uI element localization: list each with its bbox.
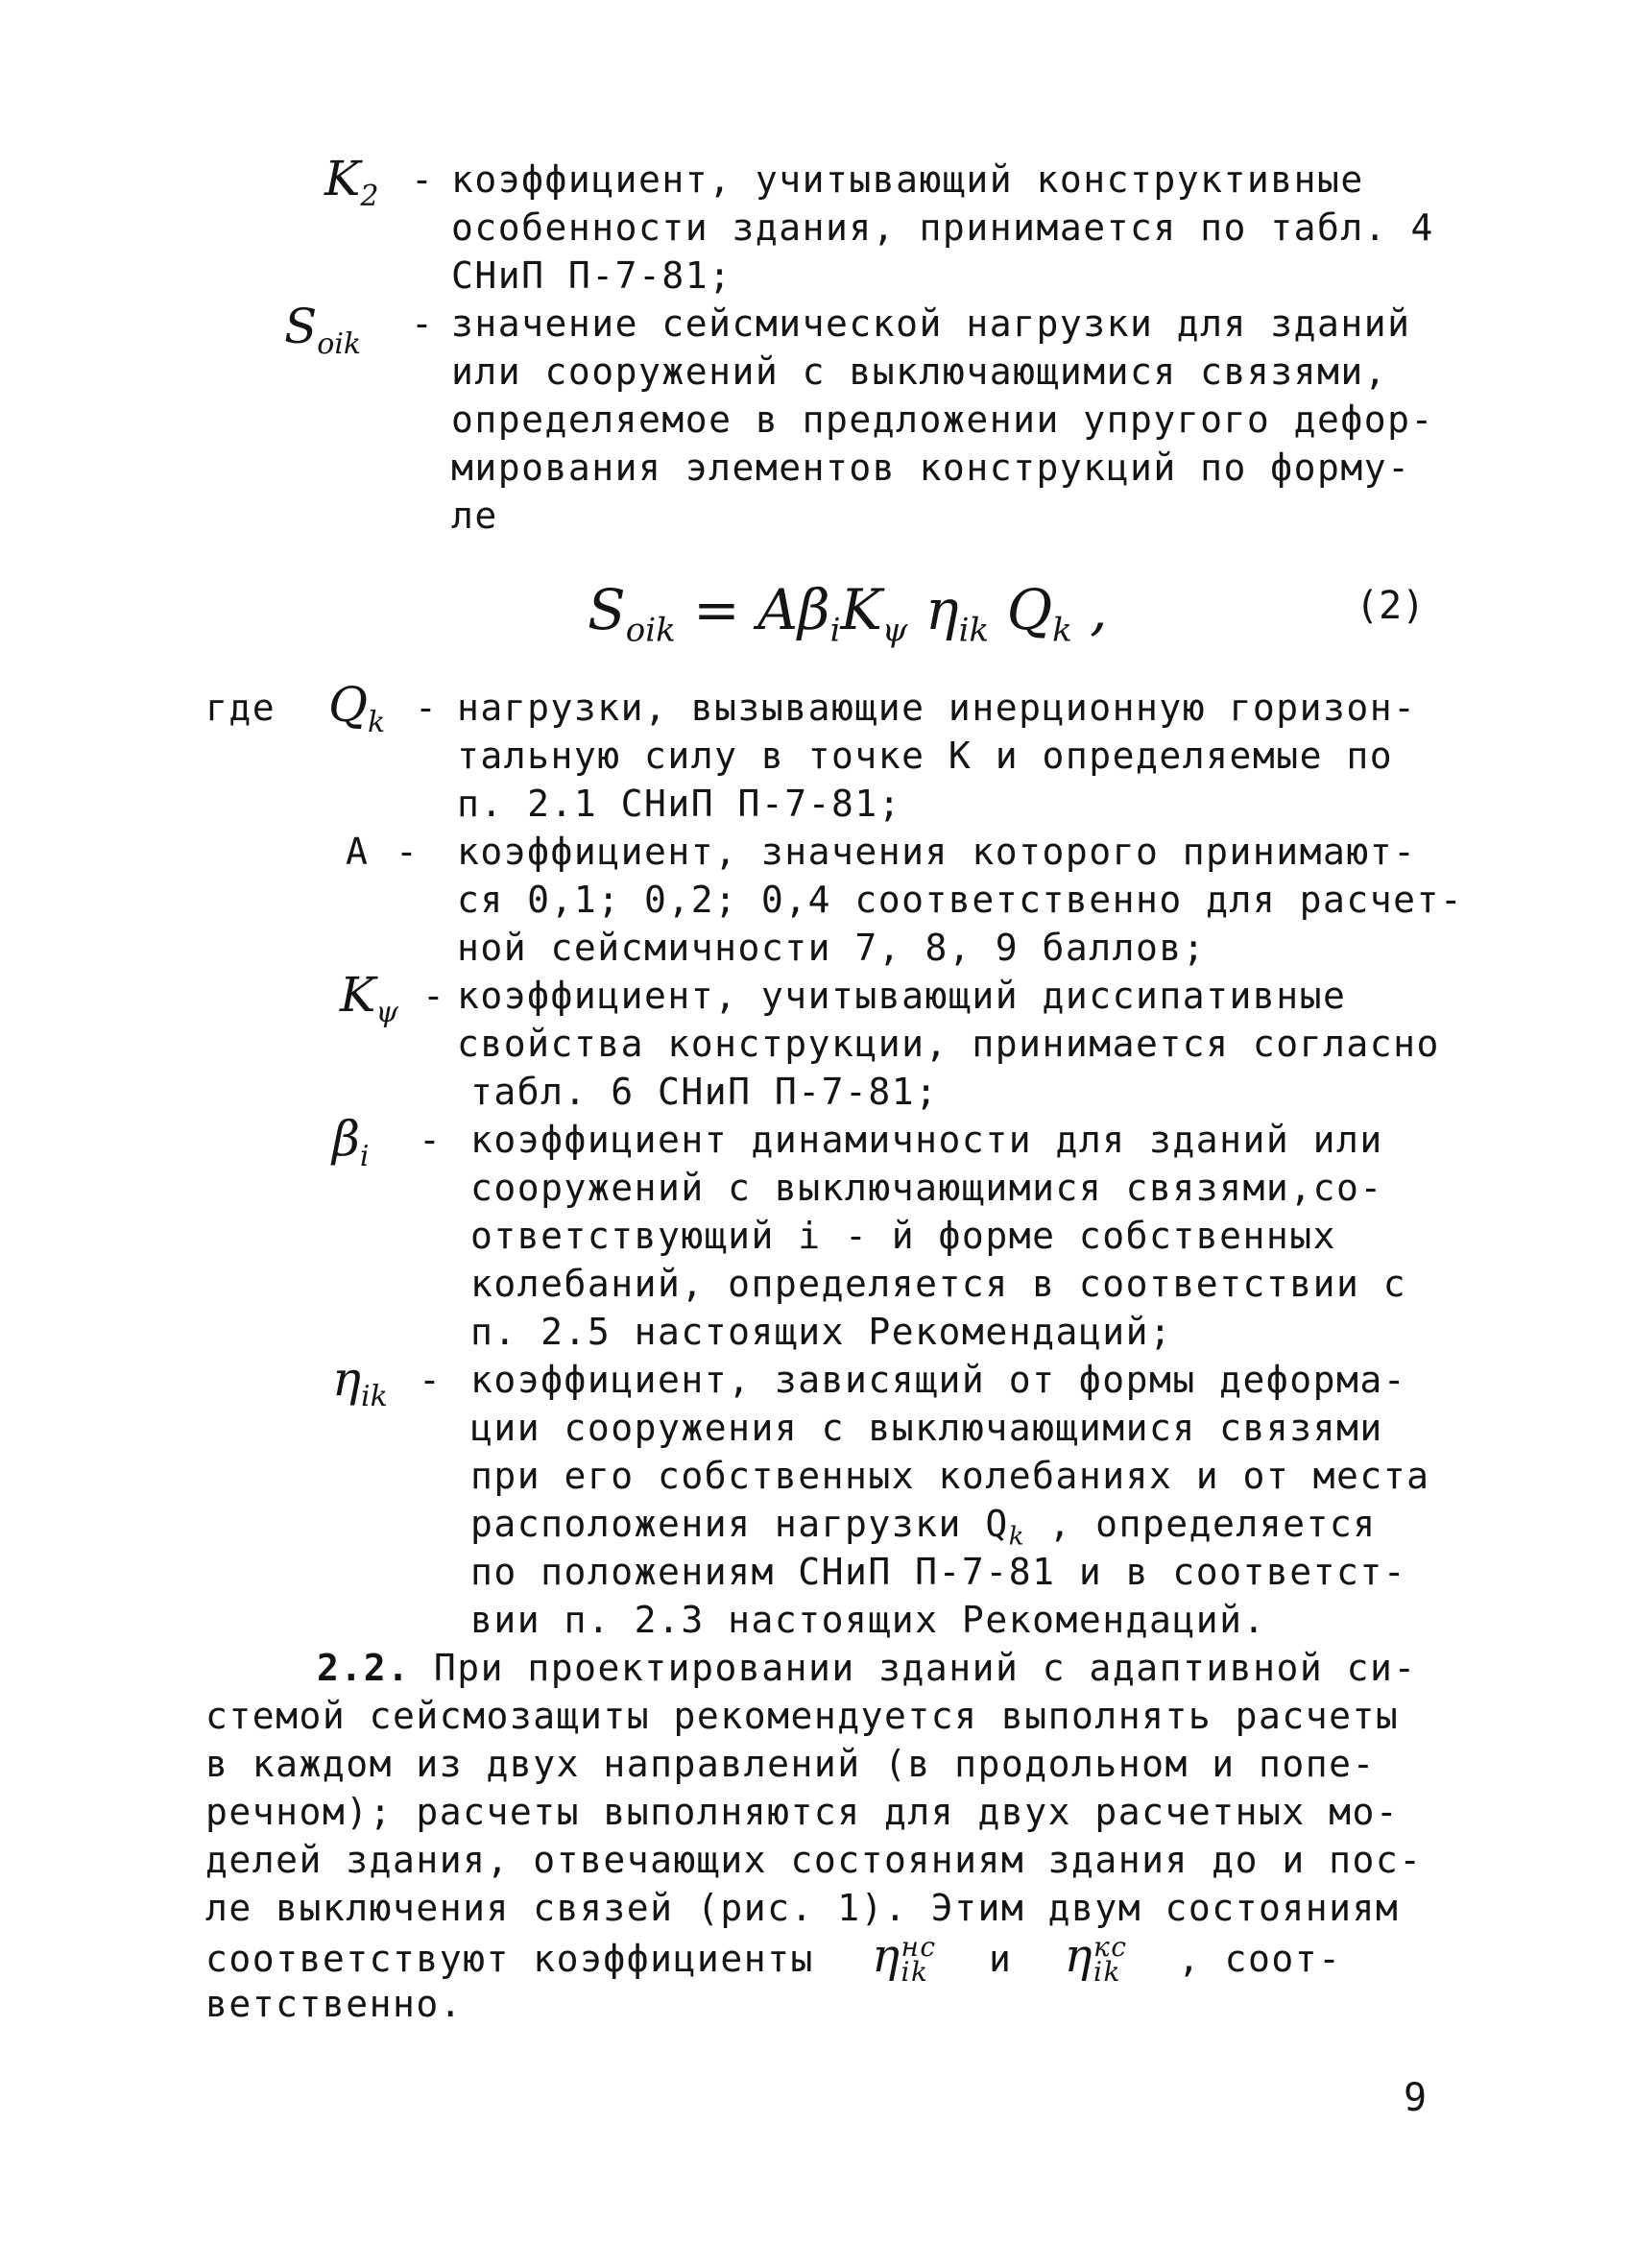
def-k2-line-1: коэффициент, учитывающий конструктивные bbox=[451, 158, 1364, 201]
definition-dash: - bbox=[411, 302, 433, 345]
def-a-line-1: коэффициент, значения которого принимают- bbox=[457, 831, 1417, 873]
def-beta-line-3: ответствующий i - й форме собственных bbox=[470, 1215, 1336, 1257]
def-k2-line-2: особенности здания, принимается по табл. 4 bbox=[451, 206, 1434, 249]
def-beta-line-5: п. 2.5 настоящих Рекомендаций; bbox=[470, 1311, 1173, 1353]
paragraph-line-7: соответствуют коэффициенты ηнс ik и ηкс ik , соот- bbox=[205, 1929, 1342, 1988]
def-qk-line-2: тальную силу в точке К и определяемые по bbox=[457, 735, 1394, 777]
coefficient-eta-kc: ηкс ik bbox=[1064, 1929, 1128, 1988]
def-eta-line-3: при его собственных колебаниях и от места bbox=[470, 1455, 1430, 1497]
def-kpsi-line-3: табл. 6 СНиП П-7-81; bbox=[470, 1071, 939, 1113]
def-soik-line-3: определяемое в предложении упругого дефор- bbox=[451, 398, 1434, 441]
def-eta-line-6: вии п. 2.3 настоящих Рекомендаций. bbox=[470, 1599, 1266, 1641]
def-beta-line-2: сооружений с выключающимися связями,со- bbox=[470, 1167, 1383, 1209]
def-qk-line-1: нагрузки, вызывающие инерционную горизон- bbox=[457, 687, 1417, 729]
equation-number: (2) bbox=[1356, 584, 1426, 628]
def-beta-line-4: колебаний, определяется в соответствии с bbox=[470, 1263, 1407, 1305]
definition-dash: - bbox=[396, 831, 418, 873]
def-qk-line-3: п. 2.1 СНиП П-7-81; bbox=[457, 783, 902, 825]
symbol-soik: $S_{oik}$ bbox=[284, 299, 362, 361]
paragraph-line-5: делей здания, отвечающих состояниям здания до и пос- bbox=[205, 1839, 1423, 1881]
coefficient-eta-nc: ηнс ik bbox=[872, 1929, 937, 1988]
paragraph-line-3: в каждом из двух направлений (в продольном и попе- bbox=[205, 1743, 1376, 1785]
def-soik-line-1: значение сейсмической нагрузки для зданий bbox=[451, 302, 1411, 345]
definition-dash: - bbox=[419, 1359, 441, 1401]
symbol-beta-i: $\beta_i$ bbox=[332, 1111, 370, 1173]
def-kpsi-line-2: свойства конструкции, принимается согласно bbox=[457, 1023, 1440, 1065]
where-word: где bbox=[205, 687, 276, 729]
def-eta-line-1: коэффициент, зависящий от формы деформа- bbox=[470, 1359, 1407, 1401]
definition-dash: - bbox=[411, 158, 433, 201]
paragraph-line-1: 2.2. При проектировании зданий с адаптивной си- bbox=[317, 1647, 1417, 1689]
def-eta-line-2: ции сооружения с выключающимися связями bbox=[470, 1407, 1383, 1449]
page-number: 9 bbox=[1404, 2076, 1428, 2120]
symbol-eta-ik: $\eta_{ik}$ bbox=[332, 1351, 388, 1413]
def-a-line-2: ся 0,1; 0,2; 0,4 соответственно для расчет- bbox=[457, 879, 1464, 921]
def-soik-line-4: мирования элементов конструкций по форму- bbox=[451, 446, 1411, 489]
definition-dash: - bbox=[419, 1119, 441, 1161]
def-kpsi-line-1: коэффициент, учитывающий диссипативные bbox=[457, 975, 1347, 1017]
def-soik-line-5: ле bbox=[451, 495, 498, 537]
symbol-kpsi: $K_\psi$ bbox=[340, 967, 398, 1029]
definition-dash: - bbox=[422, 975, 444, 1017]
def-eta-line-5: по положениям СНиП П-7-81 и в соответст- bbox=[470, 1551, 1407, 1593]
paragraph-line-8: ветственно. bbox=[205, 1983, 464, 2025]
paragraph-line-2: стемой сейсмозащиты рекомендуется выполнять расчеты bbox=[205, 1695, 1400, 1737]
symbol-k2: $K_2$ bbox=[324, 151, 379, 213]
formula-2: $S_{oik} = A\beta_iK_\psi$ $\eta_{ik}$ $Q_k$ , bbox=[588, 577, 1108, 650]
definition-dash: - bbox=[415, 687, 437, 729]
symbol-qk: $Q_k$ bbox=[328, 677, 386, 739]
paragraph-line-4: речном); расчеты выполняются для двух расчетных мо- bbox=[205, 1791, 1400, 1833]
symbol-a: A bbox=[346, 831, 370, 873]
def-a-line-3: ной сейсмичности 7, 8, 9 баллов; bbox=[457, 927, 1207, 969]
def-k2-line-3: СНиП П-7-81; bbox=[451, 254, 732, 297]
def-eta-line-4: расположения нагрузки $Q_k$ , определяется bbox=[470, 1503, 1377, 1552]
def-beta-line-1: коэффициент динамичности для зданий или bbox=[470, 1119, 1383, 1161]
def-soik-line-2: или сооружений с выключающимися связями, bbox=[451, 350, 1388, 393]
paragraph-line-6: ле выключения связей (рис. 1). Этим двум состояниям bbox=[205, 1887, 1400, 1929]
